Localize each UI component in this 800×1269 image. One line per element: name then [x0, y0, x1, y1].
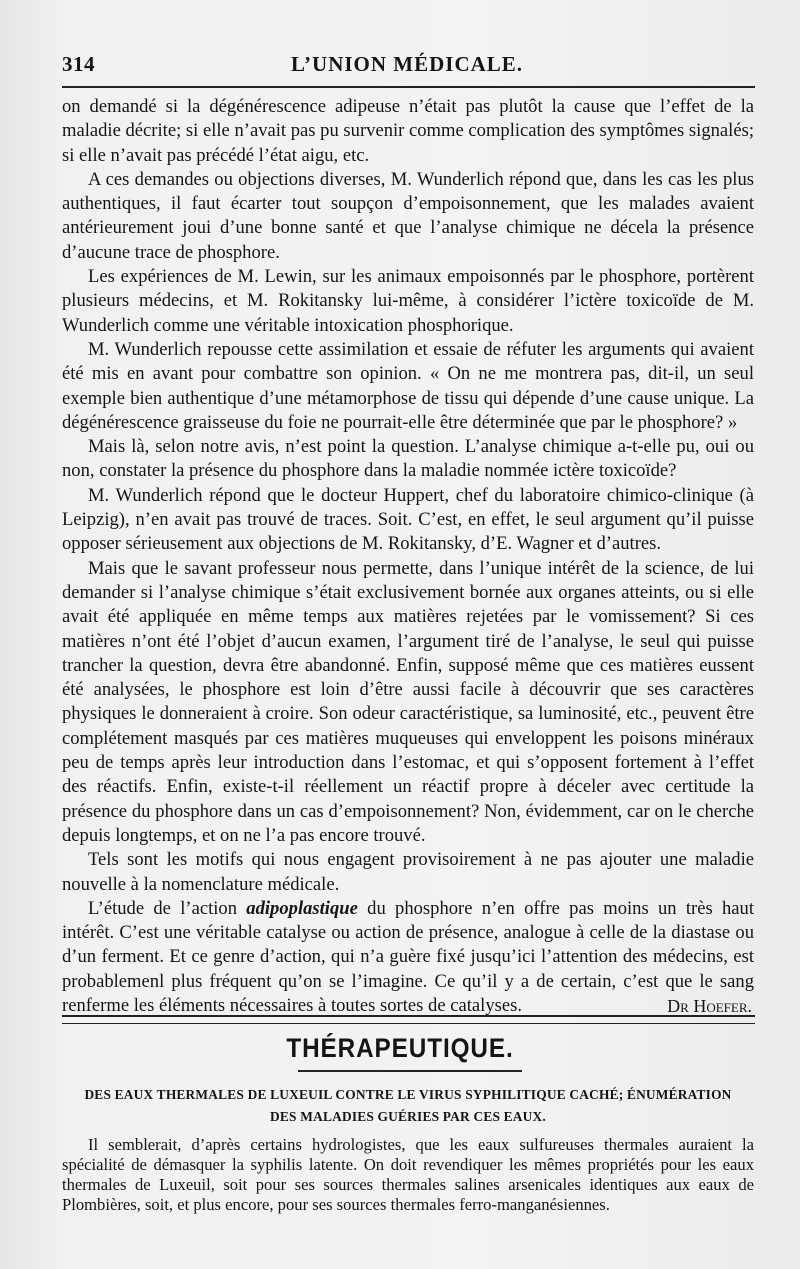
journal-title: L’UNION MÉDICALE. [290, 52, 524, 76]
page-number: 314 [62, 52, 95, 76]
paragraph-text: L’étude de l’action [88, 897, 247, 919]
paragraph: Mais là, selon notre avis, n’est point la question. L’analyse chimique a-t-elle pu, oui ou non, constater la présence du phosphore dans la maladie nommée ictère toxicoïde? [62, 436, 754, 482]
paragraph: M. Wunderlich repousse cette assimilation et essaie de réfuter les arguments qui avaient été mis en avant pour combattre son opinion. « On ne me montrera pas, dit-il, un seul exemple bien authentique d’une métamorphose de tissu qui dépende d’une cause unique. La dégénérescence graisseuse du foie ne pourrait-elle être déterminée que par le phosphore? » [62, 338, 754, 433]
paragraph: A ces demandes ou objections diverses, M. Wunderlich répond que, dans les cas les plus authentiques, il faut écarter tout soupçon d’empoisonnement, que les malades avaient antérieurement joui d’une bonne santé et que l’analyse chimique ne décela la présence d’aucune trace de phosphore. [62, 168, 754, 263]
article-body [62, 95, 754, 1018]
paragraph: Les expériences de M. Lewin, sur les animaux empoisonnés par le phosphore, portèrent plusieurs médecins, et M. Rokitansky lui-même, à considérer l’ictère toxicoïde de M. Wunderlich comme une véritable intoxication phosphorique. [62, 266, 754, 336]
section-divider [62, 1015, 755, 1024]
author-signature: Dr Hoefer. [667, 995, 752, 1016]
title-underline [298, 1070, 522, 1072]
article-heading [62, 1084, 754, 1128]
paragraph [62, 897, 754, 1018]
article-heading-line: DES EAUX THERMALES DE LUXEUIL CONTRE LE VIRUS SYPHILITIQUE CACHÉ; ÉNUMÉRATION [84, 1087, 732, 1102]
emphasized-term: adipoplastique [246, 897, 358, 919]
article-text [62, 1135, 754, 1215]
running-head [62, 52, 752, 82]
article-heading-line: DES MALADIES GUÉRIES PAR CES EAUX. [270, 1109, 546, 1124]
section-title: THÉRAPEUTIQUE. [286, 1033, 514, 1063]
paragraph: Il semblerait, d’après certains hydrologistes, que les eaux sulfureuses thermales auraient la spécialité de démasquer la syphilis latente. On doit revendiquer les mêmes propriétés pour les eaux thermales de Luxeuil, soit pour ses sources thermales salines arsenicales identiques aux eaux de Plombières, soit, et plus encore, pour ses sources thermales ferro-manganésiennes. [62, 1135, 754, 1214]
paragraph-text: du phosphore n’en offre pas moins un très haut intérêt. C’est une véritable catalyse ou action de présence, analogue à celle de la diastase ou d’un ferment. Et ce genre d’action, qui n’a guère fixé jusqu’ici l’attention des médecins, est probablemenl plus fréquent qu’on se l’imagine. Ce qu’il y a de certain, c’est que le sang renferme les éléments nécessaires à toutes sortes de catalyses. [62, 897, 754, 1016]
paragraph: on demandé si la dégénérescence adipeuse n’était pas plutôt la cause que l’effet de la maladie décrite; si elle n’avait pas pu survenir comme complication des symptômes signalés; si elle n’avait pas précédé l’état aigu, etc. [62, 96, 754, 166]
paragraph: Tels sont les motifs qui nous engagent provisoirement à ne pas ajouter une maladie nouvelle à la nomenclature médicale. [62, 849, 754, 895]
paragraph: M. Wunderlich répond que le docteur Huppert, chef du laboratoire chimico-clinique (à Leipzig), n’en avait pas trouvé de traces. Soit. C’est, en effet, le seul argument qu’il puisse opposer sérieusement aux objections de M. Rokitansky, d’E. Wagner et d’autres. [62, 484, 754, 555]
paragraph: Mais que le savant professeur nous permette, dans l’unique intérêt de la science, de lui demander si l’analyse chimique s’était exclusivement bornée aux organes atteints, ou si elle avait été appliquée en même temps aux matières rejetées par le vomissement? Si ces matières n’ont été l’objet d’aucun examen, l’argument tiré de l’analyse, le seul qui puisse trancher la question, devra être abandonné. Enfin, supposé même que ces matières eussent été analysées, le phosphore est loin d’être aussi facile à découvrir que ses caractères physiques le donneraient à croire. Son odeur caractéristique, sa luminosité, etc., peuvent être complétement masqués par ces matières muqueuses qui enveloppent les poisons minéraux peu de temps après leur introduction dans l’estomac, et qui s’opposent fortement à l’effet des réactifs. Enfin, existe-t-il réellement un réactif propre à déceler avec certitude la présence du phosphore dans un cas d’empoisonnement? Non, évidemment, car on le cherche depuis longtemps, et on ne l’a pas encore trouvé. [62, 557, 754, 846]
header-rule [62, 86, 755, 88]
